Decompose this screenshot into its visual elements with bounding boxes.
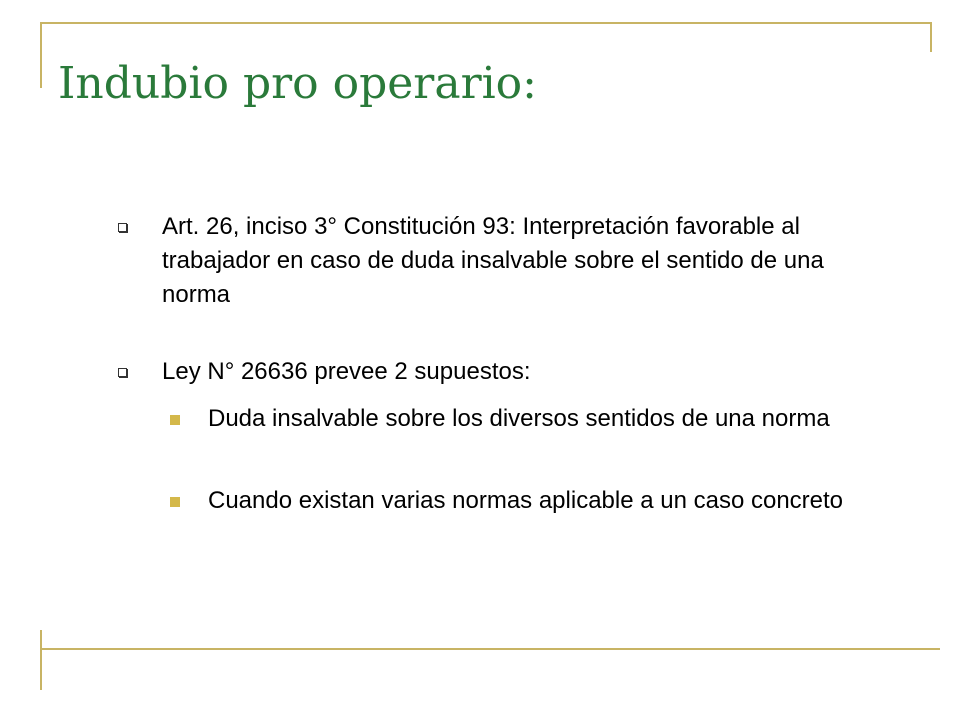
bullet-item-ley-26636 [118, 355, 888, 389]
filled-square-bullet-icon [170, 497, 180, 507]
bullet-item-article-26 [118, 210, 888, 312]
bullet-item-text: Art. 26, inciso 3° Constitución 93: Interpretación favorable al trabajador en caso de duda insalvable sobre el sentido de una norma [162, 213, 824, 308]
sub-bullet-item-varias-normas [170, 484, 860, 518]
sub-bullet-item-text: Cuando existan varias normas aplicable a un caso concreto [208, 487, 844, 514]
slide-title: Indubio pro operario: [58, 58, 537, 109]
filled-square-bullet-icon [170, 415, 180, 425]
hollow-square-bullet-icon [118, 368, 127, 377]
hollow-square-bullet-icon [118, 223, 127, 232]
bullet-item-text: Ley N° 26636 prevee 2 supuestos: [162, 358, 531, 385]
sub-bullet-item-text: Duda insalvable sobre los diversos sentidos de una norma [208, 405, 830, 432]
sub-bullet-item-duda-insalvable [170, 402, 860, 436]
